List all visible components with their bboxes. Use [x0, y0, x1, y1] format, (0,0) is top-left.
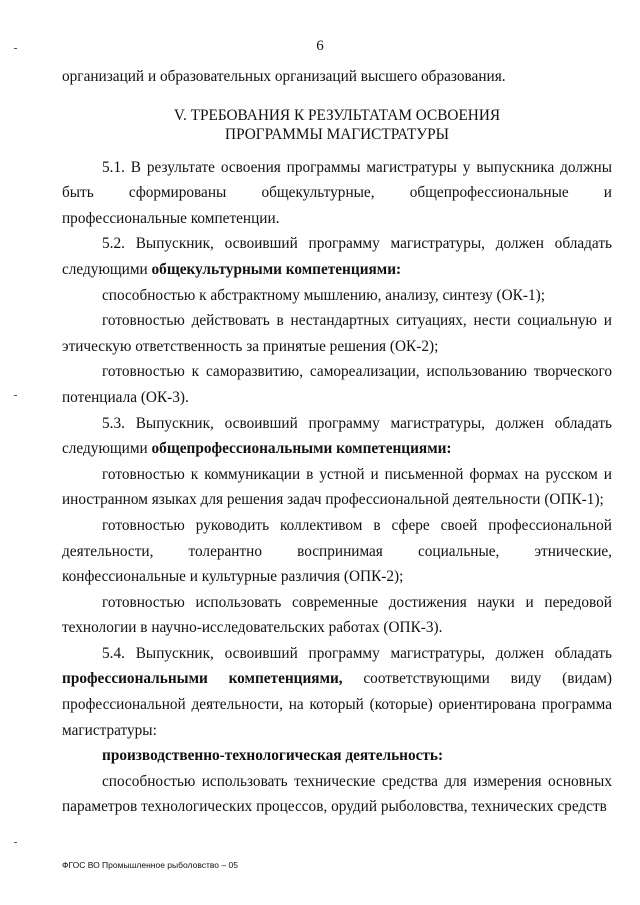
- competency-opk-2: готовностью руководить коллективом в сфере своей профессиональной деятельности, толерантно воспринимая социальные, этнические, конфессиональные и культурные различия (ОПК-2);: [62, 516, 612, 586]
- paragraph-5-2: [62, 231, 612, 282]
- competency-ok-2: готовностью действовать в нестандартных ситуациях, нести социальную и этическую ответственность за принятые решения (ОК-2);: [62, 312, 612, 355]
- paragraph-5-4-emphasis: профессиональными компетенциями,: [62, 670, 343, 688]
- activity-type-label: производственно-технологическая деятельность:: [102, 747, 444, 765]
- paragraph-continuation: организаций и образовательных организаций высшего образования.: [62, 68, 506, 85]
- paragraph-5-3: [62, 411, 612, 462]
- competency-pk-1: способностью использовать технические средства для измерения основных параметров технологических процессов, орудий рыболовства, технических средств: [62, 772, 612, 816]
- competency-opk-3: готовностью использовать современные достижения науки и передовой технологии в научно-исследовательских работах (ОПК-3).: [62, 593, 612, 637]
- paragraph-5-4: [62, 641, 612, 743]
- paragraph-5-2-text: 5.2. Выпускник, освоивший программу магистратуры, должен обладать следующими: [62, 235, 612, 278]
- competency-opk-1: готовностью к коммуникации в устной и письменной формах на русском и иностранном языках для решения задач профессиональной деятельности (ОПК-1);: [62, 465, 612, 509]
- competency-ok-3: готовностью к саморазвитию, самореализации, использованию творческого потенциала (ОК-3).: [62, 363, 612, 406]
- document-footer: ФГОС ВО Промышленное рыболовство – 05: [62, 860, 238, 870]
- paragraph-5-4-text-end: соответствующими виду (видам) профессиональной деятельности, на который (которые) ориентирована программа магистратуры:: [62, 670, 612, 739]
- page-number: 6: [316, 38, 324, 54]
- scan-mark: [14, 395, 17, 396]
- section-heading-line-1: V. ТРЕБОВАНИЯ К РЕЗУЛЬТАТАМ ОСВОЕНИЯ: [173, 106, 501, 124]
- competency-ok-1: способностью к абстрактному мышлению, анализу, синтезу (ОК-1);: [102, 286, 545, 304]
- section-heading-line-2: ПРОГРАММЫ МАГИСТРАТУРЫ: [225, 125, 449, 143]
- paragraph-5-1: 5.1. В результате освоения программы магистратуры у выпускника должны быть сформированы общекультурные, общепрофессиональные и профессиональные компетенции.: [62, 158, 612, 227]
- document-body: [62, 64, 612, 820]
- paragraph-5-2-emphasis: общекультурными компетенциями:: [151, 260, 402, 278]
- paragraph-5-3-emphasis: общепрофессиональными компетенциями:: [151, 440, 452, 458]
- scan-mark: [14, 842, 17, 843]
- section-heading: [62, 106, 612, 144]
- paragraph-5-3-text: 5.3. Выпускник, освоивший программу магистратуры, должен обладать следующими: [62, 414, 612, 458]
- paragraph-5-4-text: 5.4. Выпускник, освоивший программу магистратуры, должен обладать: [102, 644, 612, 662]
- activity-type-heading: [62, 743, 612, 769]
